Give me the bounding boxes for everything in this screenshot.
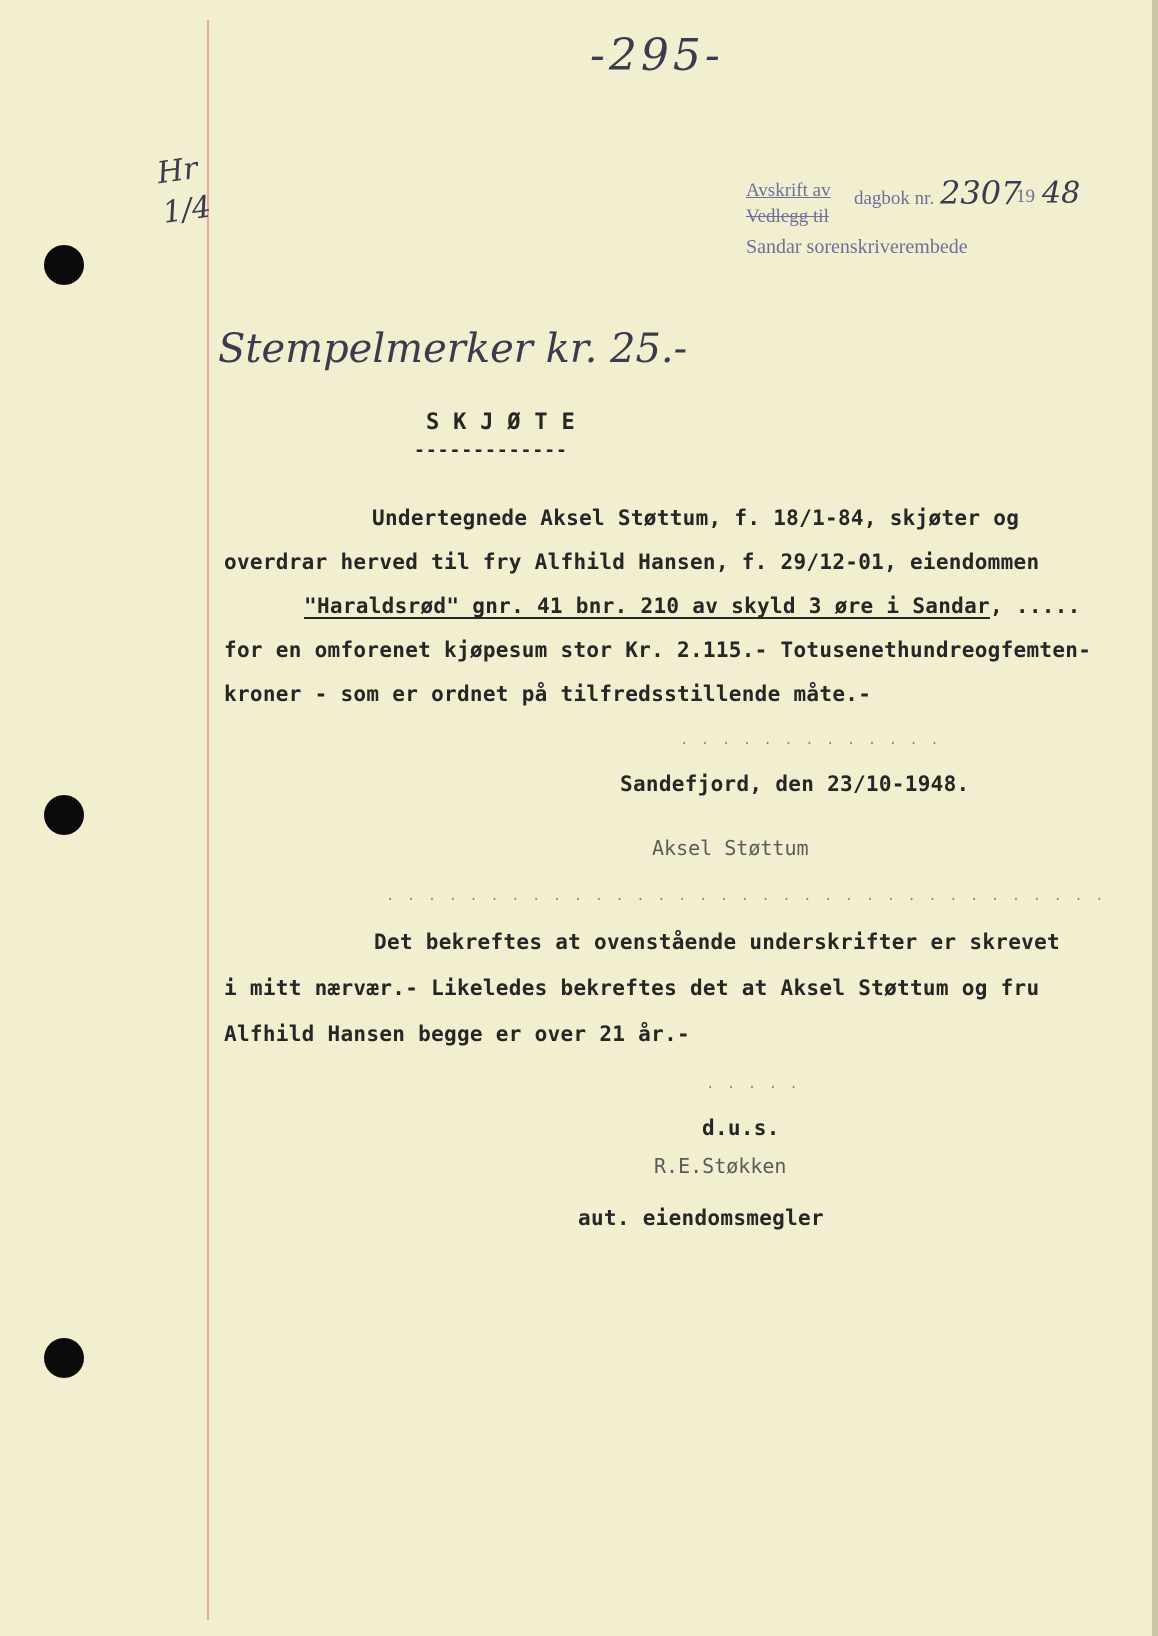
attestation-line: Det bekreftes at ovenstående underskrifter er skrevet <box>374 930 1060 954</box>
stamp-fee-note: Stempelmerker kr. 25.- <box>218 326 688 372</box>
margin-line <box>207 20 209 1620</box>
punch-hole <box>44 245 84 285</box>
journal-number: 2307 <box>940 174 1022 212</box>
stamp-court: Sandar sorenskriverembede <box>746 236 968 258</box>
body-line: Undertegnede Aksel Støttum, f. 18/1-84, skjøter og <box>372 506 1020 530</box>
dotted-fill: . . . . . <box>706 1076 800 1092</box>
closing: d.u.s. <box>702 1116 780 1140</box>
property-line-tail: , ..... <box>989 594 1081 618</box>
stamp-struck-line: Vedlegg til <box>746 206 829 227</box>
attestation-line: i mitt nærvær.- Likeledes bekreftes det at Aksel Støttum og fru <box>224 976 1040 1000</box>
body-line: kroner - som er ordnet på tilfredsstillende måte.- <box>224 682 872 706</box>
punch-hole <box>44 795 84 835</box>
property-designation: "Haraldsrød" gnr. 41 bnr. 210 av skyld 3 øre i Sandar <box>304 594 990 618</box>
margin-initials: Hr 1/4 <box>155 150 214 231</box>
punch-hole <box>44 1338 84 1378</box>
title-rule: ------------- <box>414 440 568 461</box>
broker-title: aut. eiendomsmegler <box>578 1206 824 1230</box>
body-line-property <box>304 594 1081 618</box>
stamp-prefix: Avskrift av <box>746 180 831 201</box>
dotted-fill: . . . . . . . . . . . . . . . . . . . . . . . . . . . . . . . . . . . <box>386 888 1106 904</box>
journal-year: 48 <box>1042 176 1081 211</box>
dotted-fill: . . . . . . . . . . . . . <box>680 732 941 748</box>
stamp-label: dagbok nr. <box>854 188 935 209</box>
body-line: for en omforenet kjøpesum stor Kr. 2.115.- Totusenethundreogfemten- <box>224 638 1092 662</box>
place-date: Sandefjord, den 23/10-1948. <box>620 772 970 796</box>
body-line: overdrar herved til fry Alfhild Hansen, f. 29/12-01, eiendommen <box>224 550 1040 574</box>
page-number: -295- <box>590 30 724 81</box>
seller-signature: Aksel Støttum <box>652 836 809 860</box>
attestation-line: Alfhild Hansen begge er over 21 år.- <box>224 1022 690 1046</box>
broker-signature: R.E.Støkken <box>654 1154 787 1178</box>
page-edge <box>1152 0 1158 1636</box>
document-title: S K J Ø T E <box>426 410 575 435</box>
stamp-year-prefix: 19 <box>1016 186 1035 207</box>
